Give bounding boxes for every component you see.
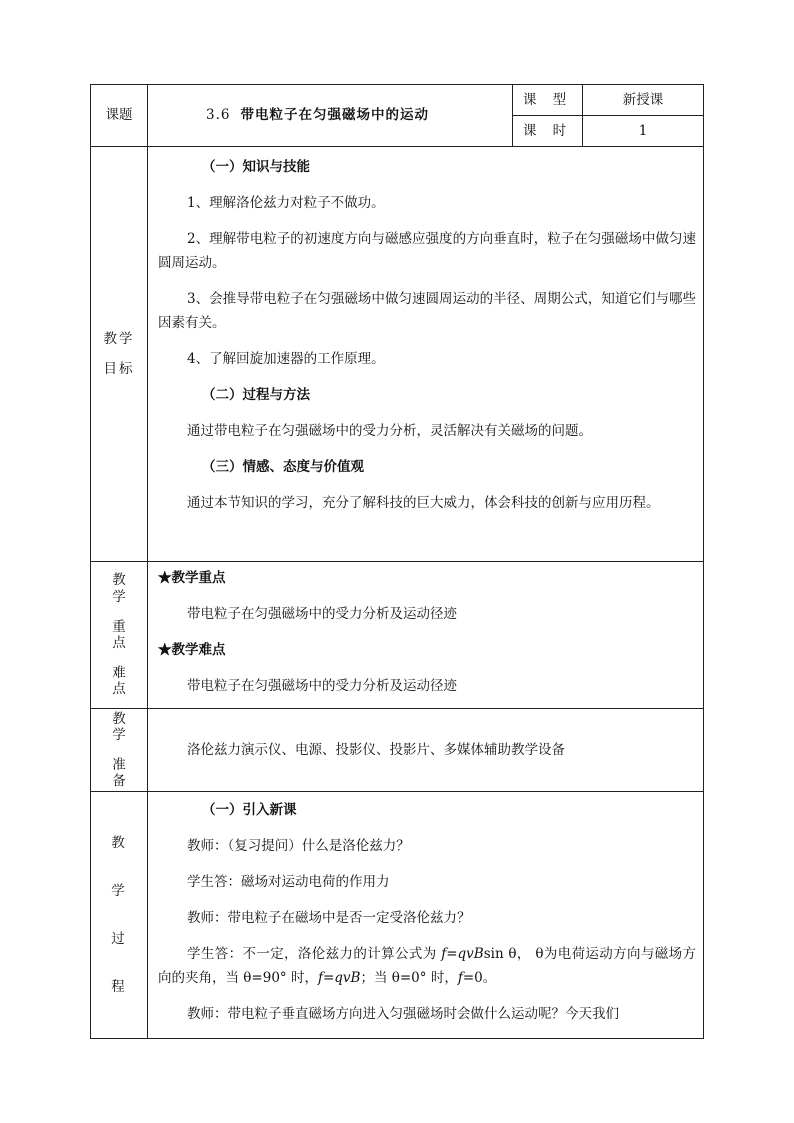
lesson-title-text: 带电粒子在匀强磁场中的运动 — [240, 107, 429, 124]
prep-row — [91, 709, 704, 792]
dialogue-4-c: ；当 θ=0° 时， — [360, 970, 458, 986]
prep-label-2: 准 备 — [112, 757, 138, 790]
hours-label: 课 时 — [513, 116, 583, 147]
prep-text: 洛伦兹力演示仪、电源、投影仪、投影片、多媒体辅助教学设备 — [187, 742, 565, 758]
dialogue-2: 学生答：磁场对运动电荷的作用力 — [187, 874, 390, 890]
prep-content — [148, 709, 704, 792]
process-label-1: 教 — [111, 834, 127, 851]
intro-heading: （一）引入新课 — [202, 802, 297, 818]
objectives-label — [91, 147, 148, 562]
knowledge-heading: （一）知识与技能 — [202, 159, 310, 175]
process-row — [91, 792, 704, 1039]
knowledge-item-1: 1、理解洛伦兹力对粒子不做功。 — [187, 195, 385, 211]
difficulty-heading: ★教学难点 — [158, 642, 226, 658]
process-label-4: 程 — [111, 979, 127, 996]
keypoints-label-1: 教 学 — [112, 572, 138, 605]
keypoints-content — [148, 562, 704, 709]
emotion-heading: （三）情感、态度与价值观 — [202, 459, 364, 475]
lesson-title — [148, 85, 513, 147]
focus-text: 带电粒子在匀强磁场中的受力分析及运动径迹 — [187, 606, 457, 622]
emotion-text: 通过本节知识的学习，充分了解科技的巨大威力，体会科技的创新与应用历程。 — [187, 495, 660, 511]
process-label-2: 学 — [111, 882, 127, 899]
hours-value: 1 — [583, 116, 704, 147]
keypoints-row — [91, 562, 704, 709]
formula-f: f — [457, 970, 463, 986]
prep-label — [91, 709, 148, 792]
keypoints-label — [91, 562, 148, 709]
dialogue-5: 教师：带电粒子垂直磁场方向进入匀强磁场时会做什么运动呢？今天我们 — [187, 1006, 619, 1022]
process-method-text: 通过带电粒子在匀强磁场中的受力分析，灵活解决有关磁场的问题。 — [187, 423, 592, 439]
knowledge-item-2: 2、理解带电粒子的初速度方向与磁感应强度的方向垂直时，粒子在匀强磁场中做匀速圆周运动。 — [158, 231, 696, 271]
prep-label-1: 教 学 — [112, 710, 138, 743]
formula-lorentz-max: f=qvB — [317, 970, 361, 986]
dialogue-4-d: =0。 — [462, 970, 497, 986]
process-label — [91, 792, 148, 1039]
header-row-1 — [91, 85, 704, 116]
formula-lorentz: f=qvB — [441, 946, 484, 962]
objectives-row — [91, 147, 704, 562]
objectives-label-2: 目标 — [103, 361, 135, 377]
process-content — [148, 792, 704, 1039]
focus-heading: ★教学重点 — [158, 570, 226, 586]
dialogue-4-a: 学生答：不一定，洛伦兹力的计算公式为 — [187, 946, 442, 962]
keypoints-label-3: 难 点 — [112, 665, 138, 698]
keypoints-label-2: 重 点 — [112, 618, 138, 651]
dialogue-3: 教师：带电粒子在磁场中是否一定受洛伦兹力？ — [187, 910, 471, 926]
knowledge-item-3: 3、会推导带电粒子在匀强磁场中做匀速圆周运动的半径、周期公式，知道它们与哪些因素有关。 — [158, 291, 696, 331]
type-label: 课 型 — [513, 85, 583, 116]
process-label-3: 过 — [111, 931, 127, 947]
difficulty-text: 带电粒子在匀强磁场中的受力分析及运动径迹 — [187, 678, 457, 694]
type-value: 新授课 — [583, 85, 704, 116]
objectives-content — [148, 147, 704, 562]
lesson-plan-table — [90, 84, 704, 1039]
dialogue-4-b: sin θ， θ为电荷运动方向与磁场方向的夹角，当 θ=90° 时， — [158, 946, 696, 986]
process-method-heading: （二）过程与方法 — [202, 387, 310, 403]
dialogue-4 — [158, 942, 696, 990]
lesson-number: 3.6 — [206, 107, 231, 124]
topic-label: 课题 — [91, 85, 148, 147]
objectives-label-1: 教学 — [103, 330, 135, 347]
dialogue-1: 教师：（复习提问）什么是洛伦兹力？ — [187, 838, 410, 854]
knowledge-item-4: 4、了解回旋加速器的工作原理。 — [187, 351, 385, 367]
